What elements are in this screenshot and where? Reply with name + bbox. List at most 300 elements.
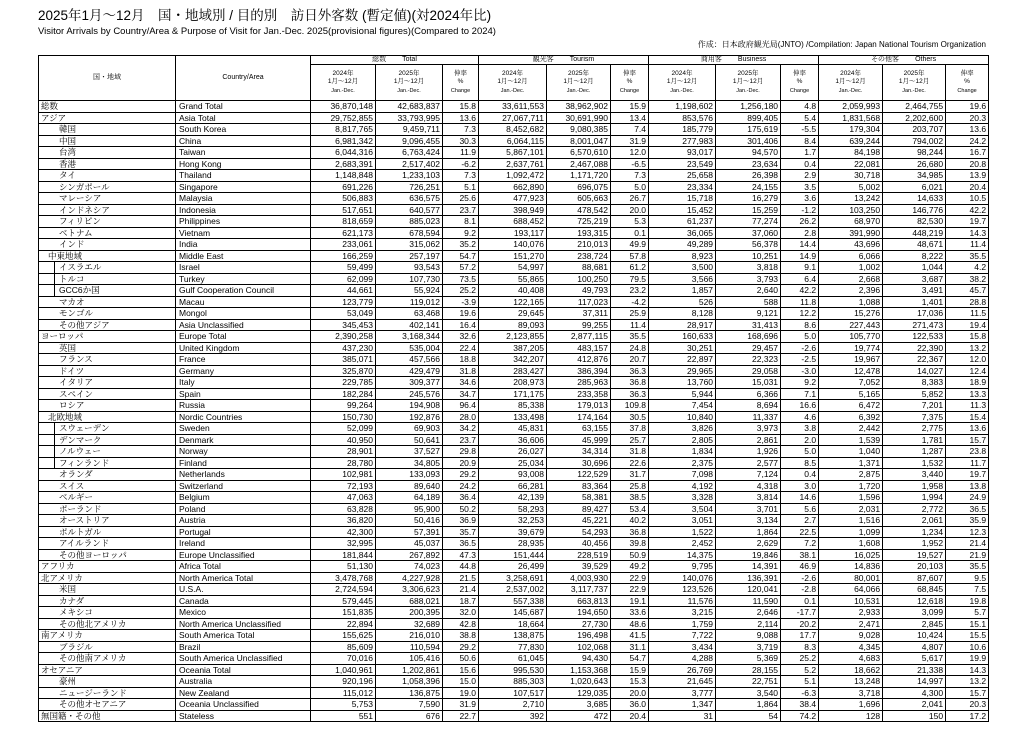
business-change: 0.1: [781, 595, 819, 607]
business-2024: 9,795: [649, 561, 716, 573]
total-change: 42.8: [443, 618, 479, 630]
total-change: 23.7: [443, 204, 479, 216]
subheader-line: 伸率: [623, 69, 637, 77]
business-2024: 7,098: [649, 469, 716, 481]
table-row: [39, 457, 989, 469]
business-change: 8.4: [781, 135, 819, 147]
others-2025: 2,775: [883, 423, 946, 435]
tourism-change: 20.7: [611, 354, 649, 366]
business-change: 2.7: [781, 515, 819, 527]
total-2025: 640,577: [376, 204, 443, 216]
table-row: [39, 239, 989, 251]
tourism-change: 31.1: [611, 641, 649, 653]
others-change: 18.9: [946, 377, 989, 389]
business-change: -2.6: [781, 342, 819, 354]
others-2024: 5,002: [819, 181, 883, 193]
tourism-2024: 3,258,691: [479, 572, 547, 584]
tourism-2025: 30,691,990: [547, 112, 611, 124]
business-2025: 3,793: [716, 273, 781, 285]
table-row: [39, 193, 989, 205]
others-2024: 22,081: [819, 158, 883, 170]
business-2025: 10,251: [716, 250, 781, 262]
subheader-line: Jan.-Dec.: [566, 87, 591, 94]
others-change: 21.4: [946, 538, 989, 550]
subheader-line: 1月～12月: [898, 78, 930, 86]
table-row: [39, 411, 989, 423]
tourism-2025: 605,663: [547, 193, 611, 205]
total-2024: 150,730: [311, 411, 376, 423]
tourism-2024: 387,205: [479, 342, 547, 354]
total-change: 29.2: [443, 641, 479, 653]
tourism-2025: 696,075: [547, 181, 611, 193]
total-2025: 457,566: [376, 354, 443, 366]
total-change: 23.7: [443, 434, 479, 446]
total-2024: 166,259: [311, 250, 376, 262]
business-2024: 10,840: [649, 411, 716, 423]
total-2025: 64,189: [376, 492, 443, 504]
others-change: 19.6: [946, 101, 989, 113]
total-2025: 105,416: [376, 653, 443, 665]
business-change: 74.2: [781, 710, 819, 722]
tourism-2024: 107,517: [479, 687, 547, 699]
total-change: 96.4: [443, 400, 479, 412]
others-change: 12.3: [946, 526, 989, 538]
subheader-line: 2025年: [568, 69, 589, 77]
tourism-2025: 3,685: [547, 699, 611, 711]
tourism-2025: 196,498: [547, 630, 611, 642]
subheader-line: 伸率: [793, 69, 807, 77]
total-2024: 53,049: [311, 308, 376, 320]
total-2025: 7,590: [376, 699, 443, 711]
country-name-jp: 総数: [39, 101, 176, 113]
total-2024: 621,173: [311, 227, 376, 239]
header-region-jp: 国・地域: [39, 56, 176, 101]
table-row: [39, 181, 989, 193]
business-2025: 1,864: [716, 526, 781, 538]
others-2025: 203,707: [883, 124, 946, 136]
business-2025: 8,694: [716, 400, 781, 412]
table-row: [39, 135, 989, 147]
total-change: 11.9: [443, 147, 479, 159]
tourism-2025: 6,570,610: [547, 147, 611, 159]
total-2025: 535,004: [376, 342, 443, 354]
table-row: [39, 584, 989, 596]
country-name-en: Denmark: [176, 434, 311, 446]
tourism-change: 7.3: [611, 170, 649, 182]
subheader-line: 伸率: [960, 69, 974, 77]
header-row-groups: [39, 56, 989, 65]
others-2024: 19,774: [819, 342, 883, 354]
business-2025: 3,701: [716, 503, 781, 515]
total-change: 19.0: [443, 687, 479, 699]
tourism-2025: 386,394: [547, 365, 611, 377]
others-2025: 1,532: [883, 457, 946, 469]
country-name-jp: マレーシア: [39, 193, 176, 205]
tourism-change: 40.2: [611, 515, 649, 527]
others-change: 24.2: [946, 135, 989, 147]
tourism-change: 48.6: [611, 618, 649, 630]
business-change: 4.8: [781, 101, 819, 113]
country-name-jp: カナダ: [39, 595, 176, 607]
total-2024: 6,981,342: [311, 135, 376, 147]
country-name-jp: マカオ: [39, 296, 176, 308]
business-2024: 26,769: [649, 664, 716, 676]
others-change: 24.9: [946, 492, 989, 504]
business-2024: 13,760: [649, 377, 716, 389]
tourism-2024: 342,207: [479, 354, 547, 366]
subheader-line: 2024年: [332, 69, 354, 77]
tourism-change: 25.9: [611, 308, 649, 320]
tourism-change: 19.1: [611, 595, 649, 607]
country-name-jp: トルコ: [39, 273, 176, 285]
table-row: [39, 296, 989, 308]
tourism-change: 25.8: [611, 480, 649, 492]
total-change: 35.7: [443, 526, 479, 538]
tourism-2024: 138,875: [479, 630, 547, 642]
country-name-jp: イタリア: [39, 377, 176, 389]
others-2025: 20,103: [883, 561, 946, 573]
country-name-en: Netherlands: [176, 469, 311, 481]
table-row: [39, 687, 989, 699]
country-name-jp: アイルランド: [39, 538, 176, 550]
business-change: 3.8: [781, 423, 819, 435]
table-row: [39, 331, 989, 343]
total-2025: 93,543: [376, 262, 443, 274]
group-label-en: Business: [737, 56, 767, 63]
table-row: [39, 664, 989, 676]
country-name-en: Grand Total: [176, 101, 311, 113]
total-2024: 32,995: [311, 538, 376, 550]
total-change: 7.3: [443, 124, 479, 136]
total-2025: 4,227,928: [376, 572, 443, 584]
business-2024: 61,237: [649, 216, 716, 228]
country-name-en: Europe Unclassified: [176, 549, 311, 561]
country-name-en: Indonesia: [176, 204, 311, 216]
tourism-change: 30.5: [611, 411, 649, 423]
total-2025: 57,391: [376, 526, 443, 538]
others-2025: 7,201: [883, 400, 946, 412]
business-change: 5.1: [781, 676, 819, 688]
tourism-change: -4.2: [611, 296, 649, 308]
total-2024: 123,779: [311, 296, 376, 308]
others-2025: 26,680: [883, 158, 946, 170]
tourism-2024: 2,537,002: [479, 584, 547, 596]
total-change: -3.9: [443, 296, 479, 308]
table-row: [39, 699, 989, 711]
business-change: 42.2: [781, 285, 819, 297]
country-name-jp: オセアニア: [39, 664, 176, 676]
total-2025: 309,377: [376, 377, 443, 389]
tourism-change: 36.3: [611, 388, 649, 400]
others-2024: 2,442: [819, 423, 883, 435]
tourism-2024: 89,093: [479, 319, 547, 331]
business-2024: 3,504: [649, 503, 716, 515]
total-2025: 1,202,861: [376, 664, 443, 676]
business-2025: 56,378: [716, 239, 781, 251]
country-name-en: South America Unclassified: [176, 653, 311, 665]
business-2024: 93,017: [649, 147, 716, 159]
country-name-jp: ロシア: [39, 400, 176, 412]
business-2025: 9,121: [716, 308, 781, 320]
table-row: [39, 273, 989, 285]
tourism-change: 36.8: [611, 377, 649, 389]
others-change: 11.3: [946, 400, 989, 412]
total-change: 9.2: [443, 227, 479, 239]
business-2024: 23,334: [649, 181, 716, 193]
total-2024: 63,828: [311, 503, 376, 515]
others-2024: 9,028: [819, 630, 883, 642]
business-2025: 22,323: [716, 354, 781, 366]
others-2025: 448,219: [883, 227, 946, 239]
country-name-jp: イスラエル: [39, 262, 176, 274]
total-2025: 678,594: [376, 227, 443, 239]
tourism-2024: 662,890: [479, 181, 547, 193]
tourism-change: 20.0: [611, 204, 649, 216]
table-row: [39, 434, 989, 446]
tourism-2025: 1,153,368: [547, 664, 611, 676]
total-2024: 51,130: [311, 561, 376, 573]
tourism-2024: 2,637,761: [479, 158, 547, 170]
others-change: 13.6: [946, 124, 989, 136]
others-2024: 2,875: [819, 469, 883, 481]
tourism-2024: 36,606: [479, 434, 547, 446]
business-2025: 77,274: [716, 216, 781, 228]
total-2025: 37,527: [376, 446, 443, 458]
country-name-en: Canada: [176, 595, 311, 607]
business-2024: 4,192: [649, 480, 716, 492]
business-2024: 7,722: [649, 630, 716, 642]
others-2024: 105,770: [819, 331, 883, 343]
tourism-2024: 1,092,472: [479, 170, 547, 182]
header-group-total: [311, 56, 479, 65]
tourism-2025: 233,358: [547, 388, 611, 400]
tourism-2025: 9,080,385: [547, 124, 611, 136]
country-name-en: Belgium: [176, 492, 311, 504]
country-name-en: Australia: [176, 676, 311, 688]
table-row: [39, 216, 989, 228]
others-change: 12.0: [946, 354, 989, 366]
business-2024: 1,834: [649, 446, 716, 458]
total-change: 36.9: [443, 515, 479, 527]
subheader-line: Jan.-Dec.: [500, 87, 525, 94]
business-change: -1.2: [781, 204, 819, 216]
others-2025: 1,234: [883, 526, 946, 538]
others-change: 20.3: [946, 112, 989, 124]
tourism-2025: 45,999: [547, 434, 611, 446]
others-2025: 122,533: [883, 331, 946, 343]
group-label-en: Others: [915, 56, 937, 63]
others-2025: 4,807: [883, 641, 946, 653]
others-2024: 3,718: [819, 687, 883, 699]
country-name-jp: 中東地域: [39, 250, 176, 262]
business-change: -17.7: [781, 607, 819, 619]
tourism-2025: 193,315: [547, 227, 611, 239]
tourism-change: 31.9: [611, 135, 649, 147]
visitor-arrivals-table: [38, 55, 989, 722]
total-2024: 229,785: [311, 377, 376, 389]
business-2025: 175,619: [716, 124, 781, 136]
total-2025: 45,037: [376, 538, 443, 550]
business-2025: 2,114: [716, 618, 781, 630]
tourism-change: 20.0: [611, 687, 649, 699]
total-2024: 99,264: [311, 400, 376, 412]
others-change: 13.6: [946, 423, 989, 435]
others-2024: 2,471: [819, 618, 883, 630]
country-name-en: Africa Total: [176, 561, 311, 573]
others-2025: 5,617: [883, 653, 946, 665]
others-change: 19.8: [946, 595, 989, 607]
country-name-jp: 無国籍・その他: [39, 710, 176, 722]
total-2025: 200,395: [376, 607, 443, 619]
country-name-en: South America Total: [176, 630, 311, 642]
table-row: [39, 676, 989, 688]
subheader-line: Jan.-Dec.: [670, 87, 694, 94]
tourism-2024: 54,997: [479, 262, 547, 274]
tourism-2025: 3,117,737: [547, 584, 611, 596]
country-name-en: Spain: [176, 388, 311, 400]
table-row: [39, 204, 989, 216]
business-2025: 23,634: [716, 158, 781, 170]
tourism-2024: 77,830: [479, 641, 547, 653]
country-name-jp: スペイン: [39, 388, 176, 400]
business-2024: 3,215: [649, 607, 716, 619]
tourism-2025: 725,219: [547, 216, 611, 228]
others-2025: 150: [883, 710, 946, 722]
tourism-change: 7.4: [611, 124, 649, 136]
others-2024: 2,059,993: [819, 101, 883, 113]
business-change: 8.3: [781, 641, 819, 653]
business-2025: 54: [716, 710, 781, 722]
others-2025: 10,424: [883, 630, 946, 642]
others-2024: 7,052: [819, 377, 883, 389]
tourism-2024: 145,687: [479, 607, 547, 619]
tourism-2025: 210,013: [547, 239, 611, 251]
total-2024: 579,445: [311, 595, 376, 607]
total-change: 25.6: [443, 193, 479, 205]
business-2024: 185,779: [649, 124, 716, 136]
table-row: [39, 630, 989, 642]
others-2025: 68,845: [883, 584, 946, 596]
total-2025: 69,903: [376, 423, 443, 435]
total-2025: 136,875: [376, 687, 443, 699]
country-name-jp: 北欧地域: [39, 411, 176, 423]
table-row: [39, 112, 989, 124]
country-name-en: Russia: [176, 400, 311, 412]
tourism-2024: 193,117: [479, 227, 547, 239]
table-body: [39, 101, 989, 722]
subheader-line: 1月～12月: [732, 78, 764, 86]
subheader-line: 1月～12月: [666, 78, 698, 86]
country-name-en: Stateless: [176, 710, 311, 722]
others-2024: 80,001: [819, 572, 883, 584]
tourism-2024: 140,076: [479, 239, 547, 251]
country-name-jp: ブラジル: [39, 641, 176, 653]
table-row: [39, 365, 989, 377]
others-2024: 227,443: [819, 319, 883, 331]
total-2024: 5,753: [311, 699, 376, 711]
tourism-2024: 28,935: [479, 538, 547, 550]
country-name-en: India: [176, 239, 311, 251]
tourism-2025: 2,467,088: [547, 158, 611, 170]
business-change: 46.9: [781, 561, 819, 573]
others-2025: 87,607: [883, 572, 946, 584]
country-name-en: North America Unclassified: [176, 618, 311, 630]
total-change: 15.0: [443, 676, 479, 688]
others-2025: 22,367: [883, 354, 946, 366]
tourism-2024: 5,867,101: [479, 147, 547, 159]
tourism-change: 36.8: [611, 526, 649, 538]
business-change: 8.6: [781, 319, 819, 331]
tourism-2024: 42,139: [479, 492, 547, 504]
country-name-en: Mexico: [176, 607, 311, 619]
business-2024: 29,965: [649, 365, 716, 377]
total-2024: 551: [311, 710, 376, 722]
country-name-jp: その他南アメリカ: [39, 653, 176, 665]
business-change: 25.2: [781, 653, 819, 665]
business-2025: 3,719: [716, 641, 781, 653]
total-2024: 691,226: [311, 181, 376, 193]
tourism-2024: 40,408: [479, 285, 547, 297]
tourism-2025: 34,314: [547, 446, 611, 458]
business-2025: 94,570: [716, 147, 781, 159]
total-change: 29.2: [443, 469, 479, 481]
others-2024: 639,244: [819, 135, 883, 147]
business-2025: 2,629: [716, 538, 781, 550]
business-2024: 23,549: [649, 158, 716, 170]
tourism-2025: 472: [547, 710, 611, 722]
business-change: 6.4: [781, 273, 819, 285]
business-2025: 3,973: [716, 423, 781, 435]
business-2025: 29,058: [716, 365, 781, 377]
tourism-2025: 2,877,115: [547, 331, 611, 343]
others-2025: 98,244: [883, 147, 946, 159]
subheader-line: %: [964, 78, 970, 86]
country-name-jp: その他オセアニア: [39, 699, 176, 711]
table-row: [39, 469, 989, 481]
subheader-line: 伸率: [454, 69, 467, 77]
others-change: 15.7: [946, 434, 989, 446]
country-name-jp: スウェーデン: [39, 423, 176, 435]
country-name-en: U.S.A.: [176, 584, 311, 596]
business-change: 7.2: [781, 538, 819, 550]
country-name-en: Turkey: [176, 273, 311, 285]
tourism-2025: 179,013: [547, 400, 611, 412]
total-2024: 70,016: [311, 653, 376, 665]
subheader-line: 1月～12月: [393, 78, 425, 86]
tourism-2025: 285,963: [547, 377, 611, 389]
business-change: 14.9: [781, 250, 819, 262]
tourism-2025: 663,813: [547, 595, 611, 607]
others-change: 28.8: [946, 296, 989, 308]
page-title: 2025年1月～12月 国・地域別 / 目的別 訪日外客数 (暫定値)(対2024年比): [38, 8, 492, 23]
subheader-total-change: [443, 65, 479, 101]
subheader-tourism-change: [611, 65, 649, 101]
total-change: 57.2: [443, 262, 479, 274]
business-change: 2.9: [781, 170, 819, 182]
business-2024: 15,718: [649, 193, 716, 205]
total-2025: 688,021: [376, 595, 443, 607]
others-change: 11.4: [946, 239, 989, 251]
business-2024: 526: [649, 296, 716, 308]
country-name-en: South Korea: [176, 124, 311, 136]
business-2025: 19,846: [716, 549, 781, 561]
total-2024: 506,883: [311, 193, 376, 205]
business-2024: 853,576: [649, 112, 716, 124]
business-change: 38.1: [781, 549, 819, 561]
others-change: 13.2: [946, 676, 989, 688]
country-name-en: Taiwan: [176, 147, 311, 159]
country-name-en: Middle East: [176, 250, 311, 262]
